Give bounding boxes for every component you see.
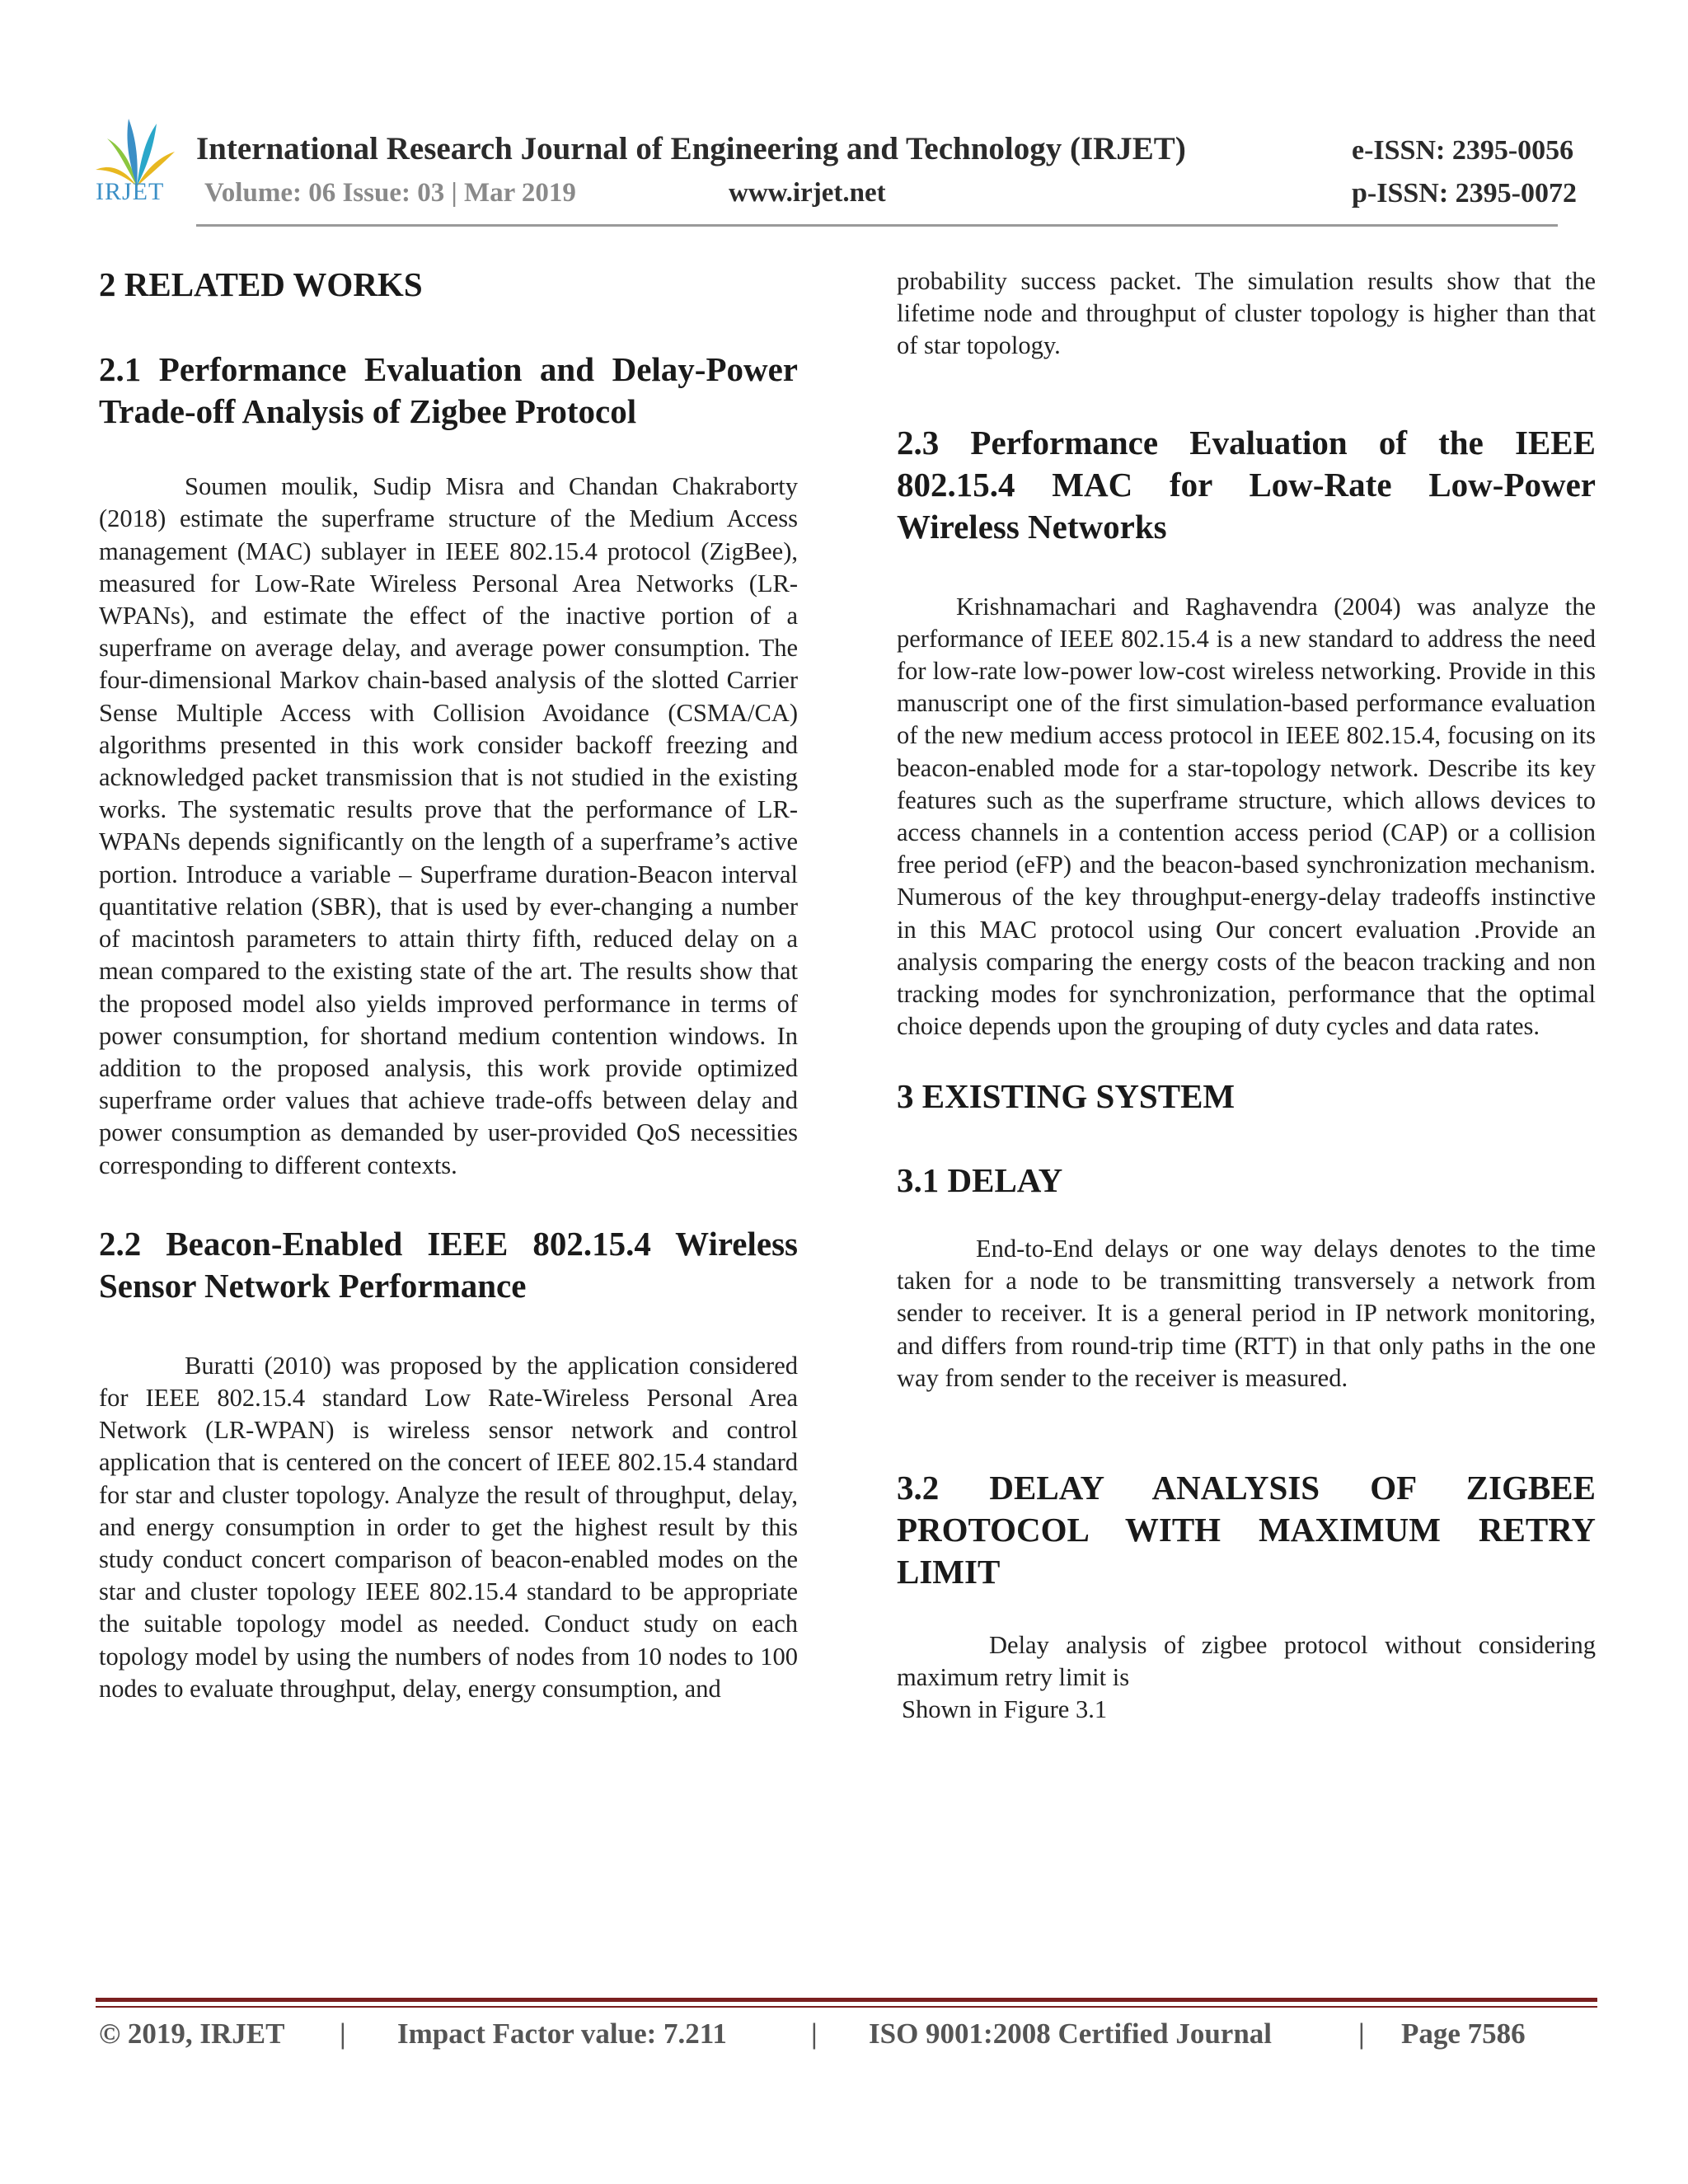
footer-separator: | bbox=[340, 2018, 346, 2050]
footer-page-number: Page 7586 bbox=[1401, 2018, 1526, 2050]
left-column bbox=[99, 264, 798, 1705]
section-3-2-title: 3.2 DELAY ANALYSIS OF ZIGBEE PROTOCOL WITH MAXIMUM RETRY LIMIT bbox=[897, 1468, 1596, 1591]
volume-issue: Volume: 06 Issue: 03 | Mar 2019 bbox=[204, 178, 576, 208]
logo-text: IRJET bbox=[96, 178, 165, 205]
section-2-3-title: 2.3 Performance Evaluation of the IEEE 802.15.4 MAC for Low-Rate Low-Power Wireless Networks bbox=[897, 423, 1596, 546]
section-3-1-body: End-to-End delays or one way delays denotes to the time taken for a node to be transmitting transversely a network from sender to receiver. It is a general period in IP network monitoring, and differs from round-trip time (RTT) in that only paths in the one way from sender to the receiver is measured. bbox=[897, 1234, 1596, 1392]
pissn: p-ISSN: 2395-0072 bbox=[1352, 178, 1577, 209]
page-footer bbox=[99, 2018, 1599, 2059]
section-2-1-title: 2.1 Performance Evaluation and Delay-Power Trade-off Analysis of Zigbee Protocol bbox=[99, 350, 798, 431]
eissn: e-ISSN: 2395-0056 bbox=[1352, 135, 1574, 166]
section-3-title: 3 EXISTING SYSTEM bbox=[897, 1077, 1236, 1116]
section-2-2-body: Buratti (2010) was proposed by the application considered for IEEE 802.15.4 standard Low Rate-Wireless Personal Area Network (LR-WPAN) is wireless sensor network and control application that is centered on the concert of IEEE 802.15.4 standard for star and cluster topology. Analyze the result of throughput, delay, and energy consumption in order to get the highest result by this study conduct concert comparison of beacon-enabled modes on the star and cluster topology IEEE 802.15.4 standard to be appropriate the suitable topology model as needed. Conduct study on each topology model by using the numbers of nodes from 10 nodes to 100 nodes to evaluate throughput, delay, energy consumption, and bbox=[99, 1351, 798, 1703]
footer-divider-thin bbox=[96, 2006, 1597, 2008]
figure-reference: Shown in Figure 3.1 bbox=[902, 1695, 1108, 1724]
section-2-3-body: Krishnamachari and Raghavendra (2004) was analyze the performance of IEEE 802.15.4 is a new standard to address the need for low-rate low-power low-cost wireless networking. Provide in this manuscript one of the first simulation-based performance evaluation of the new medium access protocol in IEEE 802.15.4, focusing on its beacon-enabled mode for a star-topology network. Describe its key features such as the superframe structure, which allows devices to access channels in a contention access period (CAP) or a collision free period (eFP) and the beacon-based synchronization mechanism. Numerous of the key throughput-energy-delay tradeoffs instinctive in this MAC protocol using Our concert evaluation .Provide an analysis comparing the energy costs of the beacon tracking and non tracking modes for synchronization, performance that the optimal choice depends upon the grouping of duty cycles and data rates. bbox=[897, 592, 1596, 1041]
journal-title: International Research Journal of Engineering and Technology (IRJET) bbox=[196, 131, 1186, 166]
footer-separator: | bbox=[811, 2018, 818, 2050]
section-3-1-title: 3.1 DELAY bbox=[897, 1160, 1063, 1199]
footer-impact-factor: Impact Factor value: 7.211 bbox=[397, 2018, 727, 2050]
section-3-2-body: Delay analysis of zigbee protocol without considering maximum retry limit is bbox=[897, 1630, 1596, 1692]
footer-separator: | bbox=[1358, 2018, 1365, 2050]
section-2-2-title: 2.2 Beacon-Enabled IEEE 802.15.4 Wireless Sensor Network Performance bbox=[99, 1224, 798, 1305]
right-column bbox=[897, 265, 1596, 1727]
footer-iso: ISO 9001:2008 Certified Journal bbox=[869, 2018, 1273, 2050]
section-2-title: 2 RELATED WORKS bbox=[99, 265, 423, 303]
journal-website[interactable]: www.irjet.net bbox=[729, 178, 886, 208]
footer-divider bbox=[96, 1998, 1597, 2002]
section-2-1-body: Soumen moulik, Sudip Misra and Chandan Chakraborty (2018) estimate the superframe structure of the Medium Access management (MAC) sublayer in IEEE 802.15.4 protocol (ZigBee), measured for Low-Rate Wireless Personal Area Networks (LR-WPANs), and estimate the effect of the inactive portion of a superframe on average delay, and average power consumption. The four-dimensional Markov chain-based analysis of the slotted Carrier Sense Multiple Access with Collision Avoidance (CSMA/CA) algorithms presented in this work consider backoff freezing and acknowledged packet transmission that is not studied in the existing works. The systematic results prove that the performance of LR-WPANs depends significantly on the length of a superframe’s active portion. Introduce a variable – Superframe duration-Beacon interval quantitative relation (SBR), that is used by ever-changing a number of macintosh parameters to attain thirty fifth, reduced delay on a mean compared to the existing state of the art. The results show that the proposed model also yields improved performance in terms of power consumption, for shortand medium contention windows. In addition to the proposed analysis, this work provide optimized superframe order values that achieve trade-offs between delay and power consumption as demanded by user-provided QoS necessities corresponding to different contexts. bbox=[99, 472, 798, 1179]
footer-copyright: © 2019, IRJET bbox=[99, 2018, 285, 2050]
header-divider bbox=[196, 224, 1558, 227]
section-2-2-continued: probability success packet. The simulation results show that the lifetime node and throughput of cluster topology is higher than that of star topology. bbox=[897, 267, 1596, 360]
